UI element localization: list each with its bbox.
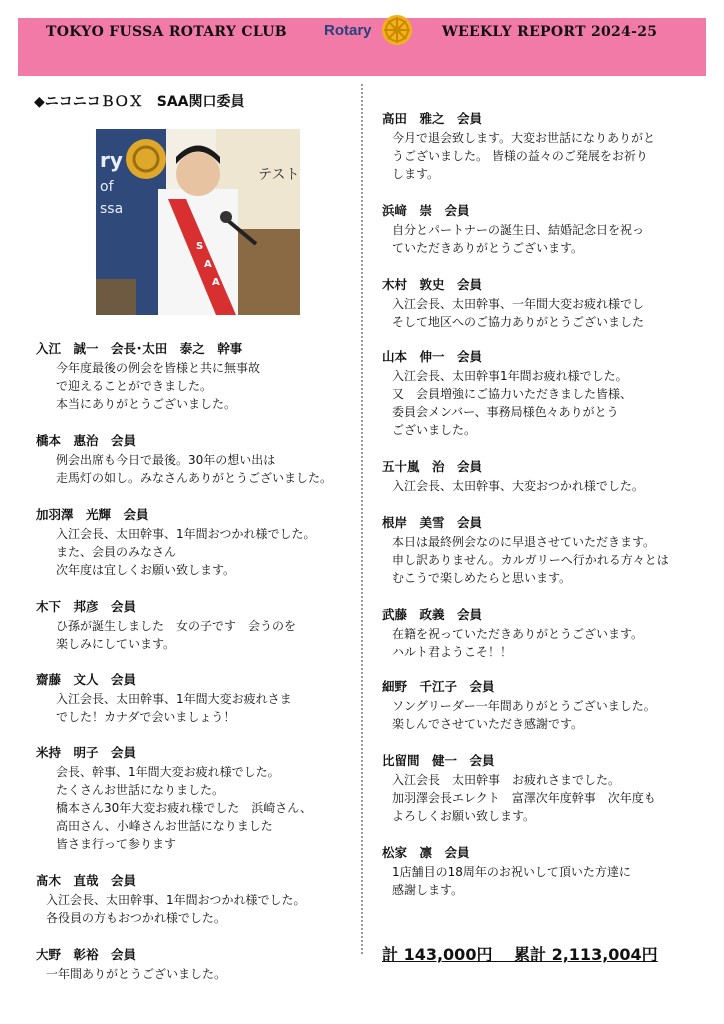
list-item: [36, 872, 356, 927]
member-message: 入江会長、太田幹事、一年間大変お疲れ様でし そして地区へのご協力ありがとうございました: [392, 297, 645, 329]
member-name: 五十嵐 治 会員: [382, 459, 483, 474]
member-message: 入江会長 太田幹事 お疲れさまでした。 加羽澤会長エレクト 富澤次年度幹事 次年度も よろしくお願い致します。: [392, 773, 656, 823]
svg-text:A: A: [212, 277, 220, 288]
member-name: 比留間 健一 会員: [382, 753, 495, 768]
member-message: ひ孫が誕生しました 女の子です 会うのを 楽しみにしています。: [56, 619, 297, 651]
member-name: 武藤 政義 会員: [382, 607, 483, 622]
member-message: 1店舗目の18周年のお祝いして頂いた方達に 感謝します。: [392, 865, 631, 897]
member-message: 今月で退会致します。大変お世話になりありがと うございました。 皆様の益々のご発展をお祈り します。: [392, 131, 656, 181]
member-name: 細野 千江子 会員: [382, 679, 495, 694]
svg-text:of: of: [100, 179, 114, 195]
member-name: 橋本 惠治 会員: [36, 433, 137, 448]
rotary-wheel-icon: [380, 13, 414, 47]
member-name: 髙木 直哉 会員: [36, 873, 137, 888]
member-name: 木村 敦史 会員: [382, 277, 483, 292]
list-item: [382, 678, 702, 733]
list-item: [382, 606, 702, 661]
member-name: 木下 邦彦 会員: [36, 599, 137, 614]
list-item: [36, 671, 356, 726]
member-name: 根岸 美雪 会員: [382, 515, 483, 530]
list-item: [36, 432, 356, 487]
list-item: [36, 744, 356, 853]
member-name: 米持 明子 会員: [36, 745, 137, 760]
list-item: [382, 514, 712, 587]
member-message: 自分とパートナーの誕生日、結婚記念日を祝っ ていただきありがとうございます。: [392, 223, 645, 255]
section-title: ◆ニコニコＢＯＸ SAA関口委員: [34, 94, 245, 110]
member-message: 入江会長、太田幹事、大変おつかれ様でした。: [392, 479, 644, 493]
member-message: 入江会長、太田幹事、1年間おつかれ様でした。 また、会員のみなさん 次年度は宜しくお願い致します。: [56, 527, 316, 577]
svg-text:A: A: [204, 259, 212, 270]
club-name: TOKYO FUSSA ROTARY CLUB: [46, 24, 287, 40]
column-divider: [361, 84, 363, 954]
member-message: 本日は最終例会なのに早退させていただきます。 申し訳ありません。カルガリーへ行かれる方々とは むこうで楽しめたらと思います。: [392, 535, 669, 585]
svg-text:テスト: テスト: [258, 167, 300, 183]
list-item: [382, 348, 702, 439]
list-item: [382, 276, 702, 331]
member-name: 齋藤 文人 会員: [36, 672, 137, 687]
svg-text:ry: ry: [100, 148, 123, 172]
member-name: 山本 伸一 会員: [382, 349, 483, 364]
member-name: 加羽澤 光輝 会員: [36, 507, 149, 522]
member-message: 例会出席も今日で最後。30年の想い出は 走馬灯の如し。みなさんありがとうございました。: [56, 453, 333, 485]
member-name: 高田 雅之 会員: [382, 111, 483, 126]
member-name: 入江 誠一 会長･太田 泰之 幹事: [36, 341, 243, 356]
list-item: [36, 598, 356, 653]
member-message: ソングリーダー一年間ありがとうございました。 楽しんでさせていただき感謝です。: [392, 699, 656, 731]
member-message: 入江会長、太田幹事、1年間おつかれ様でした。 各役員の方もおつかれ様でした。: [46, 893, 306, 925]
list-item: [382, 752, 712, 825]
list-item: [36, 340, 356, 413]
list-item: [36, 506, 358, 579]
svg-text:S: S: [196, 241, 204, 252]
rotary-wordmark: Rotary: [324, 22, 372, 39]
member-message: 一年間ありがとうございました。: [46, 967, 227, 981]
donation-totals: 計 143,000円 累計 2,113,004円: [382, 945, 658, 964]
list-item: [382, 202, 702, 257]
member-message: 入江会長、太田幹事、1年間大変お疲れさま でした！カナダで会いましょう！: [56, 692, 292, 724]
list-item: [382, 110, 702, 183]
member-name: 松家 凛 会員: [382, 845, 470, 860]
member-name: 大野 彰裕 会員: [36, 947, 137, 962]
member-name: 浜﨑 崇 会員: [382, 203, 470, 218]
member-message: 会長、幹事、1年間大変お疲れ様でした。 たくさんお世話になりました。 橋本さん30年大変お疲れ様でした 浜崎さん、 高田さん、小峰さんお世話になりました 皆さま行って参ります: [56, 765, 312, 851]
report-title: WEEKLY REPORT 2024-25: [442, 24, 658, 40]
list-item: [36, 946, 356, 983]
speaker-photo-illustration: [96, 129, 300, 315]
svg-text:ssa: ssa: [100, 201, 124, 217]
member-message: 在籍を祝っていただきありがとうございます。 ハルト君ようこそ！！: [392, 627, 644, 659]
list-item: [382, 458, 702, 495]
speaker-photo: [96, 129, 300, 315]
list-item: [382, 844, 702, 899]
member-message: 入江会長、太田幹事1年間お疲れ様でした。 又 会員増強にご協力いただきました皆様、 委員会メンバー、事務局様色々ありがとう ございました。: [392, 369, 633, 437]
member-message: 今年度最後の例会を皆様と共に無事故 で迎えることができました。 本当にありがとうございました。: [56, 361, 261, 411]
